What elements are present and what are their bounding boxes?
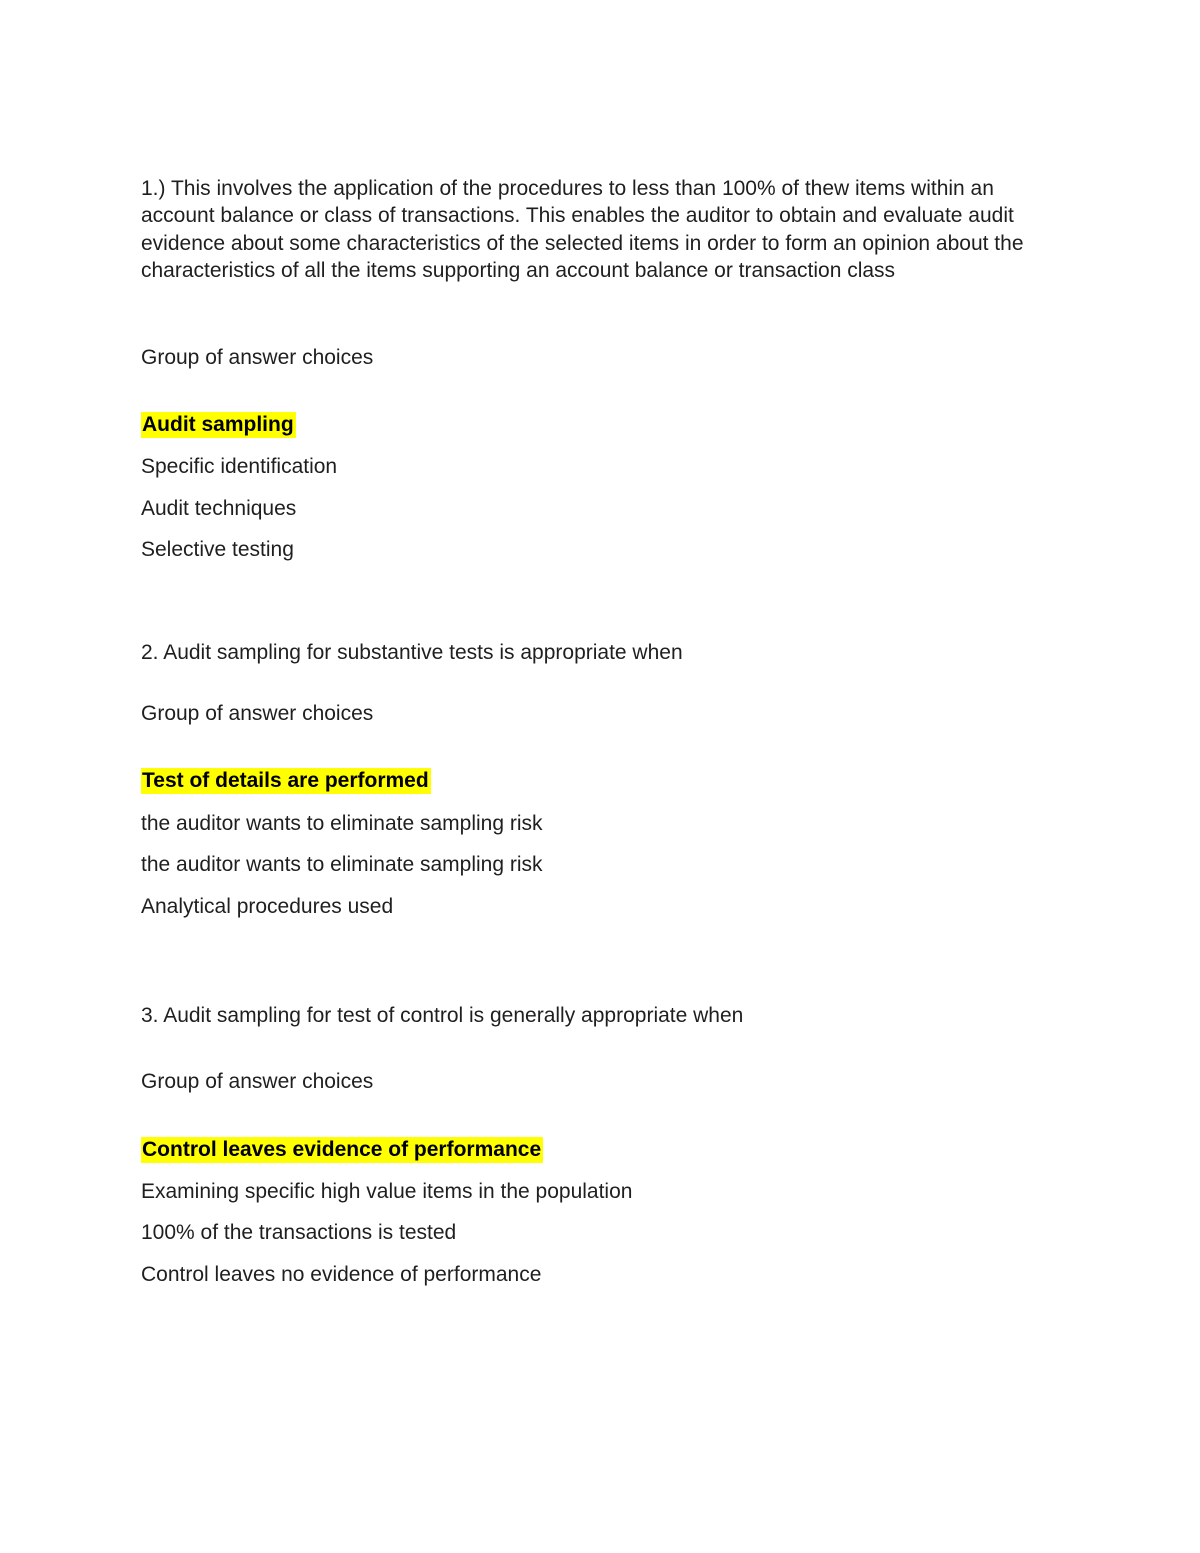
question-3-choice-3: 100% of the transactions is tested bbox=[141, 1221, 457, 1244]
question-2-group-label: Group of answer choices bbox=[141, 702, 374, 725]
question-1-choice-2: Specific identification bbox=[141, 455, 338, 478]
question-1-choice-3: Audit techniques bbox=[141, 497, 297, 520]
question-2-stem: 2. Audit sampling for substantive tests is appropriate when bbox=[141, 641, 683, 664]
question-1-group-label: Group of answer choices bbox=[141, 346, 374, 369]
question-2-choice-2: the auditor wants to eliminate sampling risk bbox=[141, 812, 543, 835]
question-3-stem: 3. Audit sampling for test of control is generally appropriate when bbox=[141, 1004, 744, 1027]
highlight-mark: Test of details are performed bbox=[142, 769, 429, 792]
highlight-mark: Audit sampling bbox=[142, 413, 294, 436]
question-3-group-label: Group of answer choices bbox=[141, 1070, 374, 1093]
question-2-choice-4: Analytical procedures used bbox=[141, 895, 394, 918]
question-3-choice-4: Control leaves no evidence of performance bbox=[141, 1263, 542, 1286]
question-1-stem: 1.) This involves the application of the procedures to less than 100% of thew items within an account balance or class of transactions. This enables the auditor to obtain and evaluate audit evidence about some characteristics of the selected items in order to form an opinion about the characteristics of all the items supporting an account balance or transaction class bbox=[141, 177, 1024, 282]
question-1-choice-1-correct bbox=[141, 411, 296, 438]
question-2-choice-1-correct bbox=[141, 767, 431, 794]
question-3-choice-2: Examining specific high value items in the population bbox=[141, 1180, 633, 1203]
highlight-mark: Control leaves evidence of performance bbox=[142, 1138, 542, 1161]
question-2-choice-3: the auditor wants to eliminate sampling risk bbox=[141, 853, 543, 876]
question-1-choice-4: Selective testing bbox=[141, 538, 294, 561]
question-3-choice-1-correct bbox=[141, 1136, 543, 1163]
